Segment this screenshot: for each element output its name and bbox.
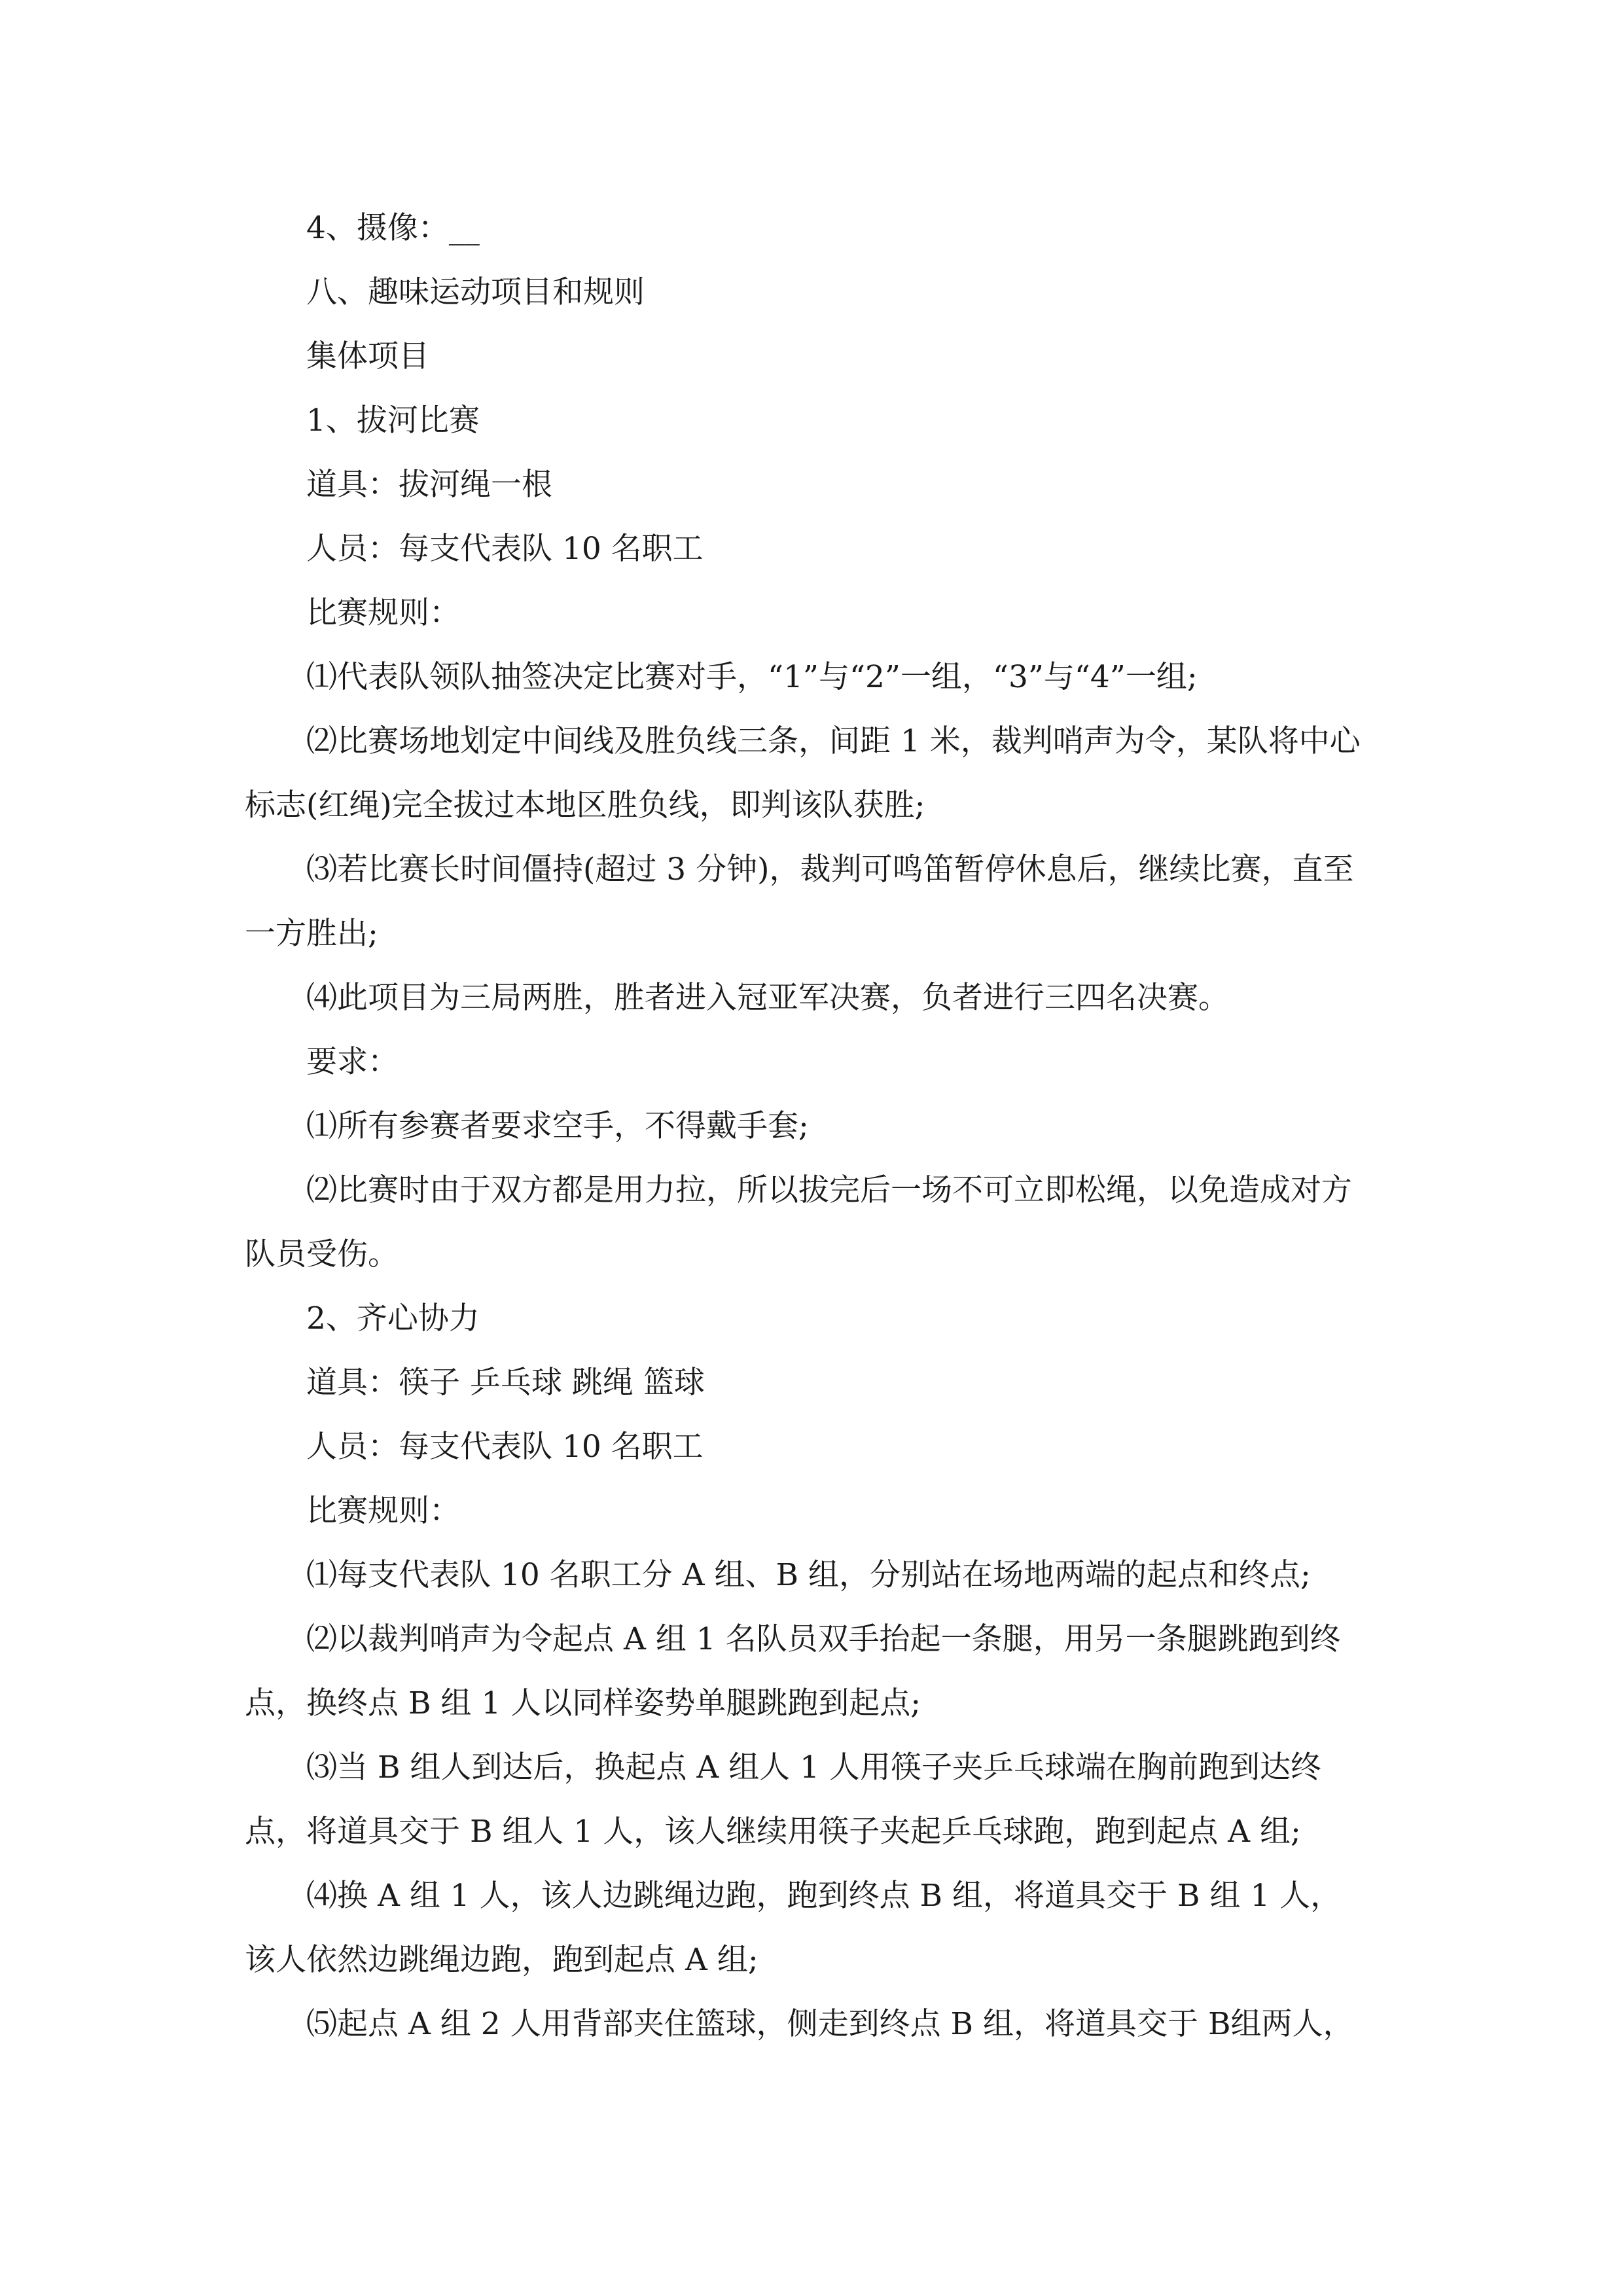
paragraph-camera: 4、摄像：__: [306, 210, 480, 246]
tug-of-war-personnel: 人员：每支代表队 10 名职工: [306, 531, 704, 567]
teamwork-props: 道具：筷子 乒乓球 跳绳 篮球: [306, 1365, 705, 1401]
teamwork-rules-label: 比赛规则：: [306, 1493, 460, 1529]
tug-of-war-rules-label: 比赛规则：: [306, 595, 460, 631]
tug-of-war-requirement-2: ⑵比赛时由于双方都是用力拉，所以拔完后一场不可立即松绳，以免造成对方队员受伤。: [245, 1172, 1352, 1272]
item-title-tug-of-war: 1、拔河比赛: [306, 403, 480, 439]
tug-of-war-requirements-label: 要求：: [306, 1044, 399, 1080]
tug-of-war-rule-4: ⑷此项目为三局两胜，胜者进入冠亚军决赛，负者进行三四名决赛。: [306, 980, 1229, 1016]
tug-of-war-props: 道具：拔河绳一根: [306, 467, 552, 503]
teamwork-rule-4: ⑷换 A 组 1 人，该人边跳绳边跑，跑到终点 B 组，将道具交于 B 组 1 人，该人依然边跳绳边跑，跑到起点 A 组;: [245, 1878, 1342, 1978]
teamwork-rule-3: ⑶当 B 组人到达后，换起点 A 组人 1 人用筷子夹乒乓球端在胸前跑到达终点，将道具交于 B 组人 1 人，该人继续用筷子夹起乒乓球跑，跑到起点 A 组;: [245, 1749, 1322, 1850]
teamwork-rule-1: ⑴每支代表队 10 名职工分 A 组、B 组，分别站在场地两端的起点和终点;: [306, 1557, 1311, 1593]
teamwork-rule-5: ⑸起点 A 组 2 人用背部夹住篮球，侧走到终点 B 组，将道具交于 B组两人，: [306, 2006, 1354, 2042]
tug-of-war-rule-2: ⑵比赛场地划定中间线及胜负线三条，间距 1 米，裁判哨声为令，某队将中心标志(红绳)完全拔过本地区胜负线，即判该队获胜;: [245, 723, 1361, 823]
item-title-teamwork: 2、齐心协力: [306, 1300, 480, 1336]
teamwork-personnel: 人员：每支代表队 10 名职工: [306, 1429, 704, 1465]
tug-of-war-rule-3: ⑶若比赛长时间僵持(超过 3 分钟)，裁判可鸣笛暂停休息后，继续比赛，直至一方胜出;: [245, 852, 1354, 952]
teamwork-rule-2: ⑵以裁判哨声为令起点 A 组 1 名队员双手抬起一条腿，用另一条腿跳跑到终点，换终点 B 组 1 人以同样姿势单腿跳跑到起点;: [245, 1621, 1341, 1721]
subheading-team-events: 集体项目: [306, 338, 429, 374]
tug-of-war-requirement-1: ⑴所有参赛者要求空手，不得戴手套;: [306, 1108, 809, 1144]
tug-of-war-rule-1: ⑴代表队领队抽签决定比赛对手，“1”与“2”一组，“3”与“4”一组;: [306, 659, 1198, 695]
section-heading-fun-sports: 八、趣味运动项目和规则: [306, 274, 645, 310]
document-body: [245, 196, 1370, 2056]
